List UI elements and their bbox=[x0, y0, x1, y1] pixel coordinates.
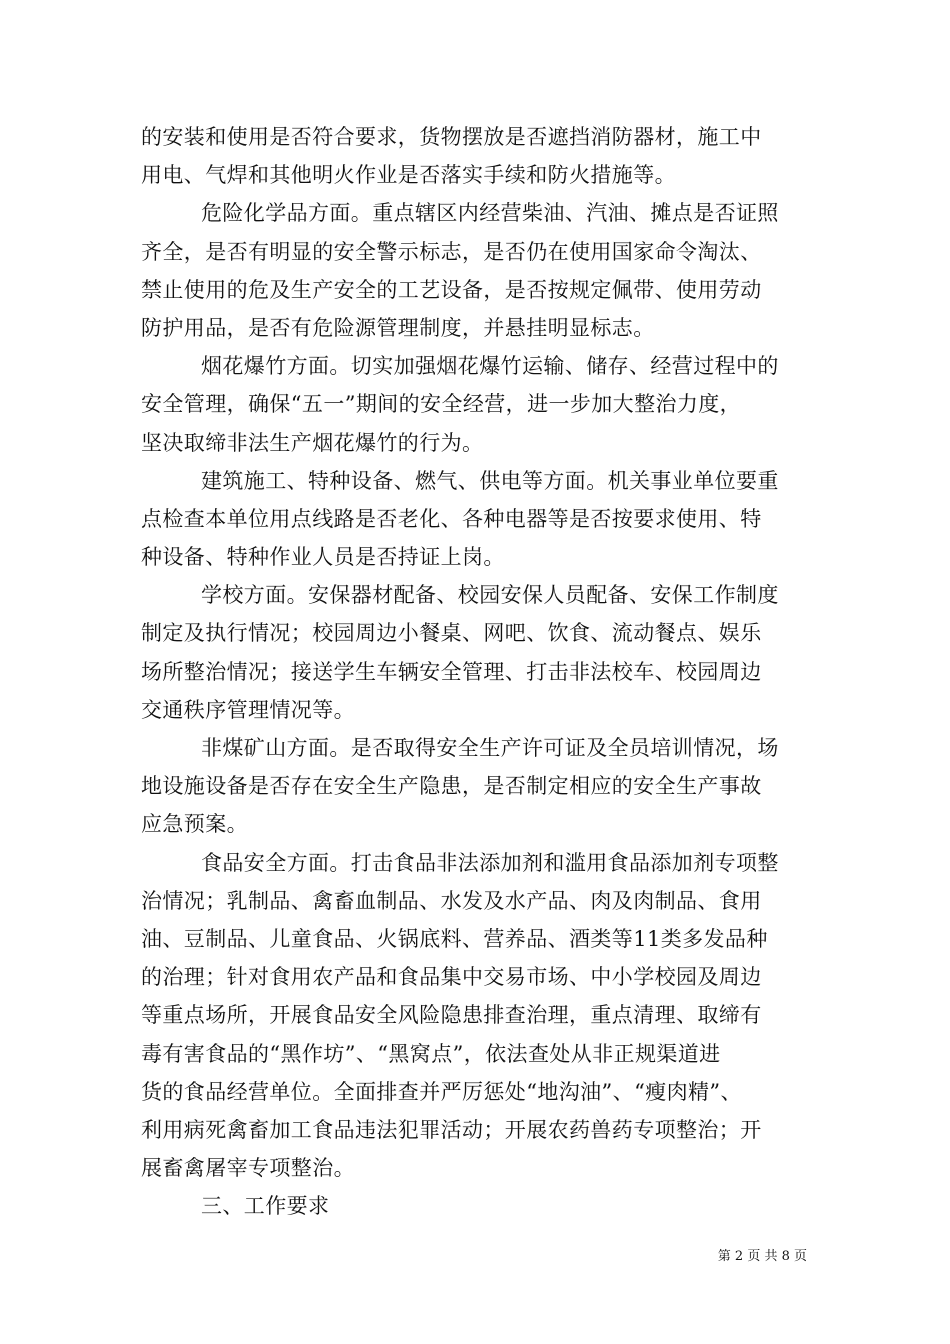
text-line: 的安装和使用是否符合要求，货物摆放是否遮挡消防器材，施工中 bbox=[141, 125, 762, 149]
section-heading: 三、工作要求 bbox=[201, 1194, 330, 1219]
text-line: 齐全，是否有明显的安全警示标志，是否仍在使用国家命令淘汰、 bbox=[141, 239, 762, 264]
text-line: 利用病死禽畜加工食品违法犯罪活动；开展农药兽药专项整治；开 bbox=[141, 1117, 762, 1142]
text-line: 点检查本单位用点线路是否老化、各种电器等是否按要求使用、特 bbox=[141, 506, 762, 531]
paragraph-heading-line: 烟花爆竹方面。切实加强烟花爆竹运输、储存、经营过程中的 bbox=[201, 354, 779, 379]
text-line: 油、豆制品、儿童食品、火锅底料、营养品、酒类等11类多发品种 bbox=[141, 926, 768, 951]
text-line: 禁止使用的危及生产安全的工艺设备，是否按规定佩带、使用劳动 bbox=[141, 277, 762, 302]
text-line: 的治理；针对食用农产品和食品集中交易市场、中小学校园及周边 bbox=[141, 965, 762, 990]
text-line: 安全管理，确保“五一”期间的安全经营，进一步加大整治力度， bbox=[141, 392, 742, 417]
text-line: 治情况；乳制品、禽畜血制品、水发及水产品、肉及肉制品、食用 bbox=[141, 888, 762, 913]
paragraph-heading-line: 非煤矿山方面。是否取得安全生产许可证及全员培训情况，场 bbox=[201, 736, 779, 760]
text-line: 等重点场所，开展食品安全风险隐患排查治理，重点清理、取缔有 bbox=[141, 1003, 762, 1028]
paragraph-heading-line: 学校方面。安保器材配备、校园安保人员配备、安保工作制度 bbox=[201, 583, 779, 608]
text-line: 毒有害食品的“黑作坊”、“黑窝点”，依法查处从非正规渠道进 bbox=[141, 1041, 721, 1066]
text-line: 交通秩序管理情况等。 bbox=[141, 697, 355, 722]
text-line: 应急预案。 bbox=[141, 812, 248, 837]
text-line: 货的食品经营单位。全面排查并严厉惩处“地沟油”、“瘦肉精”、 bbox=[141, 1079, 742, 1104]
paragraph-heading-line: 危险化学品方面。重点辖区内经营柴油、汽油、摊点是否证照 bbox=[201, 201, 779, 226]
text-line: 展畜禽屠宰专项整治。 bbox=[141, 1156, 355, 1181]
paragraph-heading-line: 建筑施工、特种设备、燃气、供电等方面。机关事业单位要重 bbox=[201, 468, 779, 493]
paragraph-heading-line: 食品安全方面。打击食品非法添加剂和滥用食品添加剂专项整 bbox=[201, 850, 779, 875]
text-line: 地设施设备是否存在安全生产隐患，是否制定相应的安全生产事故 bbox=[141, 774, 762, 799]
text-line: 防护用品，是否有危险源管理制度，并悬挂明显标志。 bbox=[141, 315, 655, 340]
text-line: 制定及执行情况；校园周边小餐桌、网吧、饮食、流动餐点、娱乐 bbox=[141, 621, 762, 646]
page-number: 第 2 页 共 8 页 bbox=[717, 1249, 807, 1264]
text-line: 用电、气焊和其他明火作业是否落实手续和防火措施等。 bbox=[141, 163, 676, 188]
text-line: 种设备、特种作业人员是否持证上岗。 bbox=[141, 545, 505, 570]
text-line: 坚决取缔非法生产烟花爆竹的行为。 bbox=[141, 430, 484, 455]
text-line: 场所整治情况；接送学生车辆安全管理、打击非法校车、校园周边 bbox=[141, 659, 762, 684]
document-body bbox=[141, 118, 809, 1225]
